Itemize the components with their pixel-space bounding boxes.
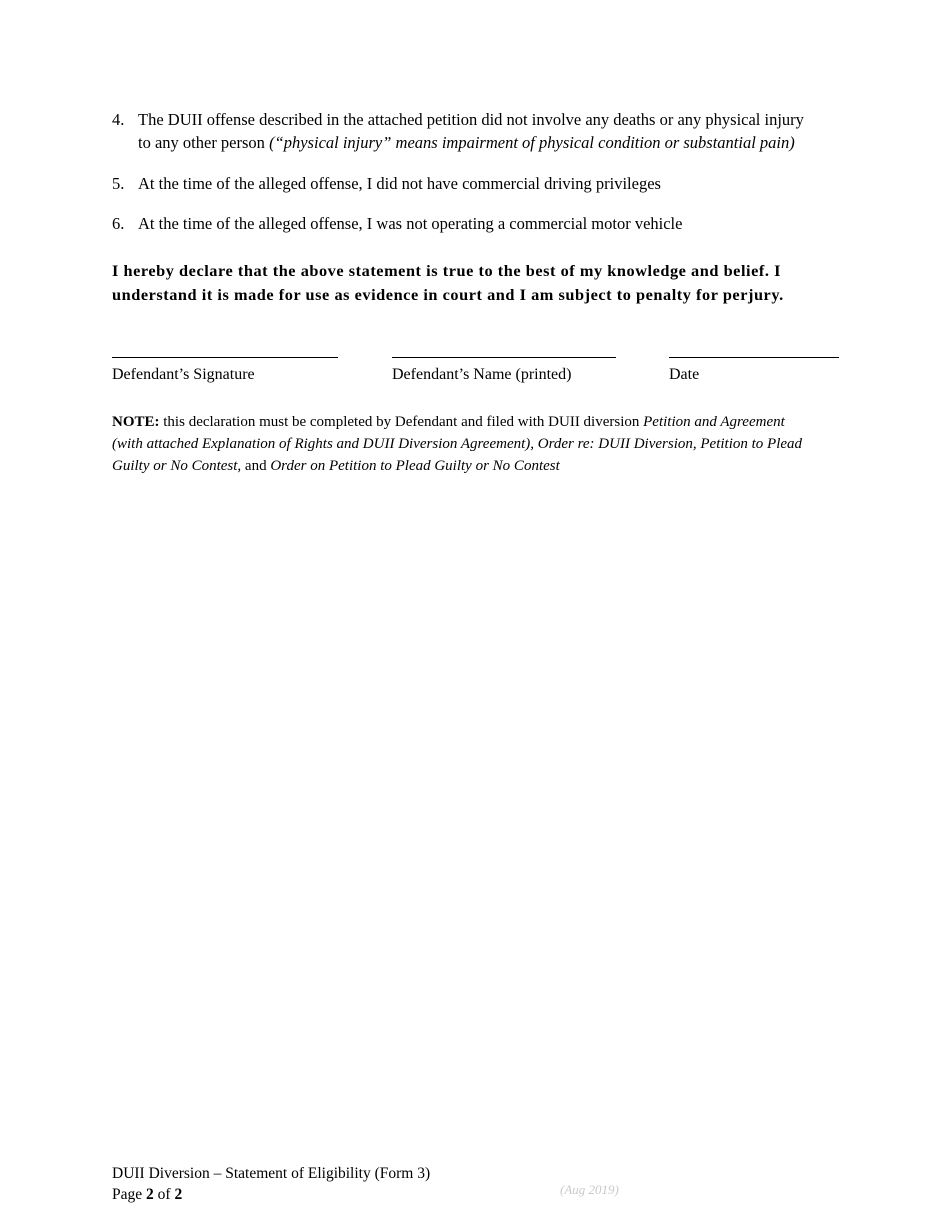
- list-item-text-regular: At the time of the alleged offense, I did not have commercial driving privileges: [138, 173, 661, 193]
- date-field[interactable]: [669, 357, 839, 384]
- defendant-name-field[interactable]: [392, 357, 616, 384]
- note-text-regular-1: this declaration must be completed by Defendant and filed with DUII diversion: [159, 414, 644, 430]
- list-item-text-italic: (“physical injury” means impairment of physical condition or substantial pain): [269, 133, 795, 153]
- note-text-italic-1: Petition and Agreement (with attached Explanation of Rights and DUII Diversion Agreement), Order re: DUII Diversion, Petition to Plead Guilty or No Contest: [112, 414, 803, 475]
- note-text-regular-2: , and: [237, 458, 271, 475]
- footer-form-title: DUII Diversion – Statement of Eligibility (Form 3): [112, 1165, 431, 1182]
- footer-page-total: 2: [174, 1186, 183, 1204]
- note-text-italic-2: Order on Petition to Plead Guilty or No Contest: [270, 458, 560, 475]
- numbered-statement-list: [112, 108, 812, 236]
- list-item-number: 6.: [112, 214, 125, 234]
- list-item-text: [138, 172, 812, 195]
- list-item-text-regular: At the time of the alleged offense, I was not operating a commercial motor vehicle: [138, 214, 683, 234]
- page-footer: [112, 1163, 842, 1205]
- date-label: Date: [669, 366, 700, 383]
- footer-page-word: Page: [112, 1186, 143, 1204]
- list-item: [112, 212, 812, 235]
- footer-of-word: of: [157, 1186, 171, 1204]
- list-item: [112, 108, 812, 155]
- list-item: [112, 172, 812, 195]
- list-item-text-regular: The DUII offense described in the attached petition did not involve any deaths or any physical injury to any other person: [138, 110, 804, 153]
- defendant-name-label: Defendant’s Name (printed): [392, 366, 572, 383]
- signature-block: [112, 357, 842, 397]
- defendant-signature-label: Defendant’s Signature: [112, 366, 255, 383]
- list-item-text: [138, 212, 812, 235]
- list-item-number: 5.: [112, 173, 125, 193]
- note-prefix: NOTE:: [112, 414, 160, 430]
- declaration-paragraph: I hereby declare that the above statement is true to the best of my knowledge and belief. I understand it is made for use as evidence in court and I am subject to penalty for perjury.: [112, 261, 784, 304]
- footer-page-number: [112, 1184, 842, 1205]
- footer-revision-date: (Aug 2019): [560, 1182, 619, 1197]
- note-paragraph: [112, 411, 818, 477]
- list-item-number: 4.: [112, 110, 125, 129]
- list-item-text: [138, 108, 812, 155]
- defendant-signature-field[interactable]: [112, 357, 338, 384]
- footer-page-current: 2: [146, 1186, 154, 1204]
